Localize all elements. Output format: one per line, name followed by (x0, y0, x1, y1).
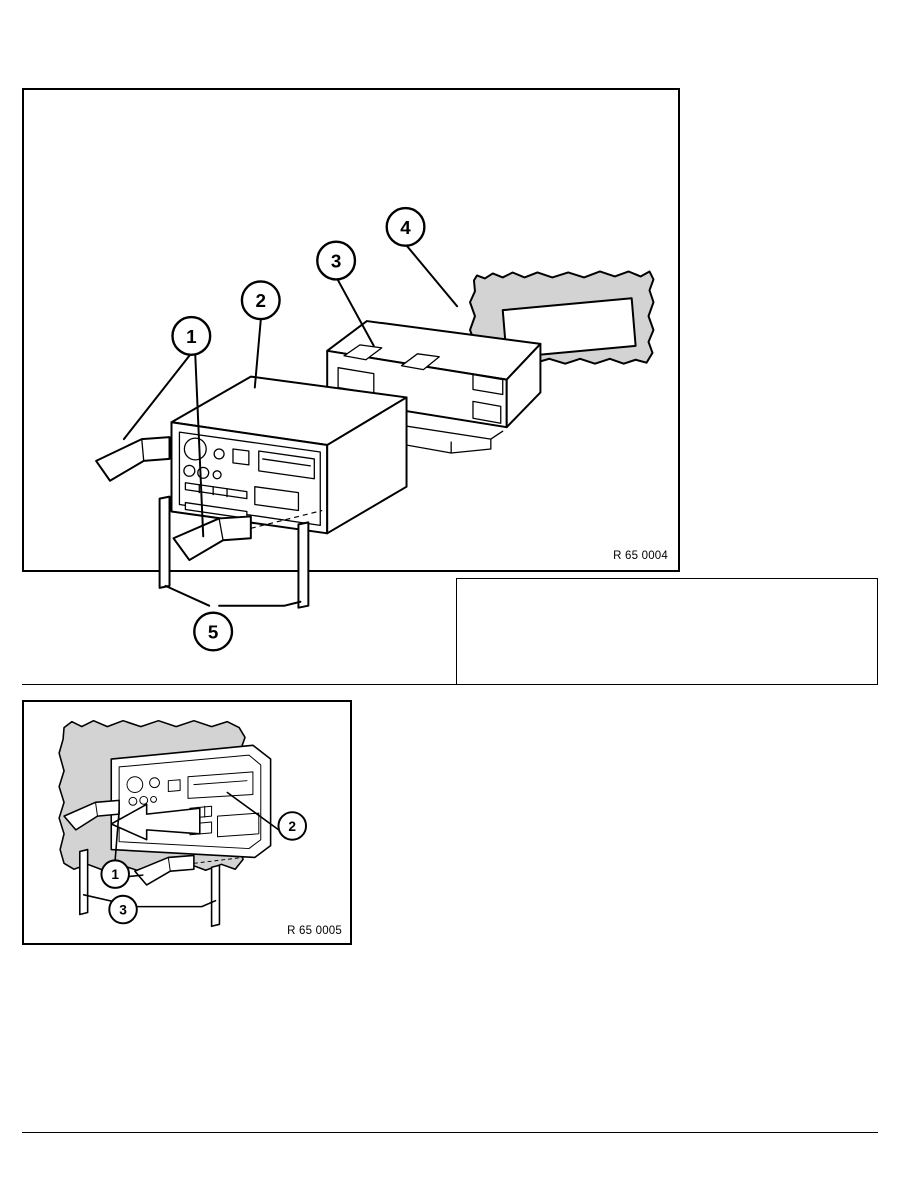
leader-3-fig2-a (137, 901, 216, 907)
release-tool-lower (173, 516, 250, 560)
callout-3-fig2 (109, 896, 137, 924)
svg-text:4: 4 (400, 216, 411, 238)
callout-2 (242, 281, 280, 319)
figure-radio-removal-view (22, 700, 352, 945)
callout-4 (387, 208, 425, 246)
figure-2-drawing (24, 702, 350, 943)
figure-radio-exploded-view (22, 88, 680, 643)
retaining-strip-left (160, 497, 170, 588)
release-tool-upper (96, 437, 169, 481)
callout-1 (172, 317, 210, 355)
svg-text:3: 3 (119, 902, 127, 918)
leader-4 (408, 247, 458, 307)
footer-divider-line (22, 1132, 878, 1133)
svg-text:1: 1 (186, 325, 197, 347)
callout-3 (317, 242, 355, 280)
callout-1-fig2 (101, 860, 129, 888)
svg-text:5: 5 (207, 621, 219, 643)
svg-text:1: 1 (111, 867, 120, 883)
divider-line-top (456, 578, 878, 579)
figure-1-drawing (24, 90, 678, 643)
svg-text:2: 2 (255, 290, 266, 312)
callout-5 (194, 613, 232, 651)
retaining-strip-right (298, 522, 308, 607)
retaining-strip-right-2 (212, 865, 220, 926)
divider-line-vertical-right (877, 578, 878, 685)
divider-line-bottom (22, 684, 878, 685)
leader-5-a (166, 586, 210, 606)
radio-unit-part (171, 377, 406, 534)
divider-line-vertical-left (456, 578, 457, 685)
figure-2-caption: R 65 0005 (287, 925, 342, 937)
radio-unit-part-2 (111, 745, 270, 857)
leader-5-b (219, 602, 300, 606)
svg-text:3: 3 (330, 250, 342, 272)
retaining-strip-left-2 (80, 850, 88, 915)
figure-1-caption: R 65 0004 (613, 550, 668, 562)
callout-2-fig2 (278, 812, 306, 840)
svg-text:2: 2 (288, 818, 297, 834)
